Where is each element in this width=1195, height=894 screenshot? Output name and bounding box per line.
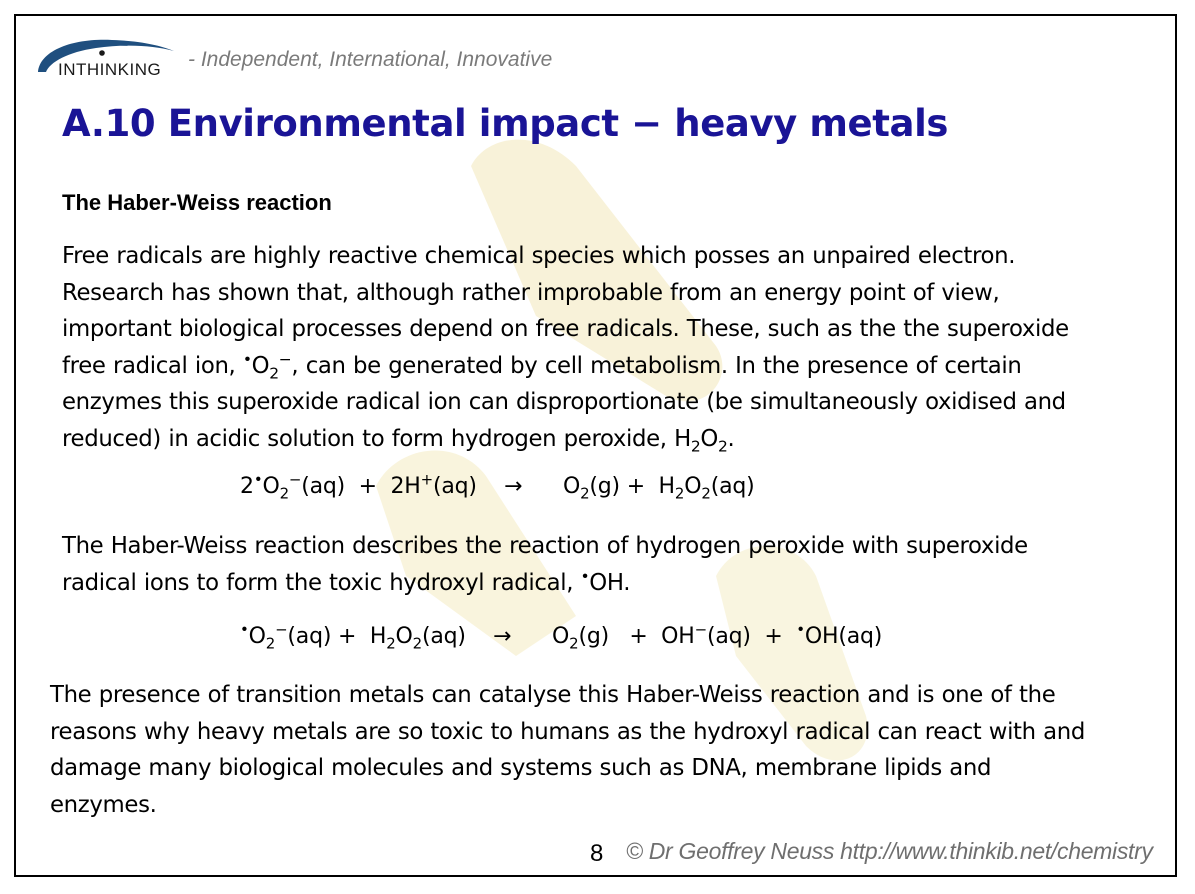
inthinking-logo (34, 26, 184, 78)
copyright-credit: © Dr Geoffrey Neuss http://www.thinkib.net/chemistry (626, 838, 1153, 864)
page-number: 8 (590, 840, 604, 867)
hydrogen-peroxide-formula: $H_2O_2$ (674, 425, 728, 456)
paragraph-line: enzymes. (50, 791, 157, 818)
paragraph-line: The presence of transition metals can catalyse this Haber-Weiss reaction and is one of the (50, 682, 1056, 708)
paragraph-transition-metals (50, 677, 1085, 823)
reaction-arrow: → (492, 624, 512, 649)
paragraph-line: Research has shown that, although rather improbable from an energy point of view, (62, 279, 1000, 306)
paragraph-line: reduced) in acidic solution to form hydrogen peroxide, $H_2O_2$. (62, 425, 735, 456)
slide (14, 14, 1177, 877)
equation-haber-weiss: $^•O_2^-(aq) + H_2O_2(aq)$ → $O_2(g)$ + OH−(aq) + •OH(aq) (240, 620, 883, 653)
page-title: A.10 Environmental impact − heavy metals (62, 102, 948, 145)
paragraph-line: enzymes this superoxide radical ion can disproportionate (be simultaneously oxidised and (62, 389, 1066, 415)
equation-disproportionation: $2^•O_2^-(aq) + 2H^+(aq)$ → $O_2(g) + H_2O_2(aq)$ (240, 470, 755, 503)
logo-text: INTHINKING (58, 60, 162, 79)
paragraph-line: free radical ion, $^•O_2^-$, can be generated by cell metabolism. In the presence of certain (62, 349, 1022, 383)
reaction-arrow: → (503, 474, 523, 499)
section-heading: The Haber-Weiss reaction (62, 190, 332, 215)
tagline: - Independent, International, Innovative (188, 48, 553, 71)
paragraph-free-radicals (62, 238, 1069, 457)
paragraph-line: The Haber-Weiss reaction describes the reaction of hydrogen peroxide with superoxide (62, 533, 1028, 559)
hydroxyl-radical-formula: •OH (580, 566, 624, 596)
superoxide-formula: $^•O_2^-$ (242, 349, 292, 383)
paragraph-line: radical ions to form the toxic hydroxyl radical, •OH. (62, 566, 631, 596)
paragraph-line: important biological processes depend on free radicals. These, such as the the superoxide (62, 316, 1069, 342)
paragraph-line: reasons why heavy metals are so toxic to humans as the hydroxyl radical can react with and (50, 718, 1085, 745)
paragraph-line: Free radicals are highly reactive chemical species which posses an unpaired electron. (62, 243, 1016, 269)
paragraph-haber-weiss (62, 528, 1028, 601)
paragraph-line: damage many biological molecules and systems such as DNA, membrane lipids and (50, 755, 992, 781)
